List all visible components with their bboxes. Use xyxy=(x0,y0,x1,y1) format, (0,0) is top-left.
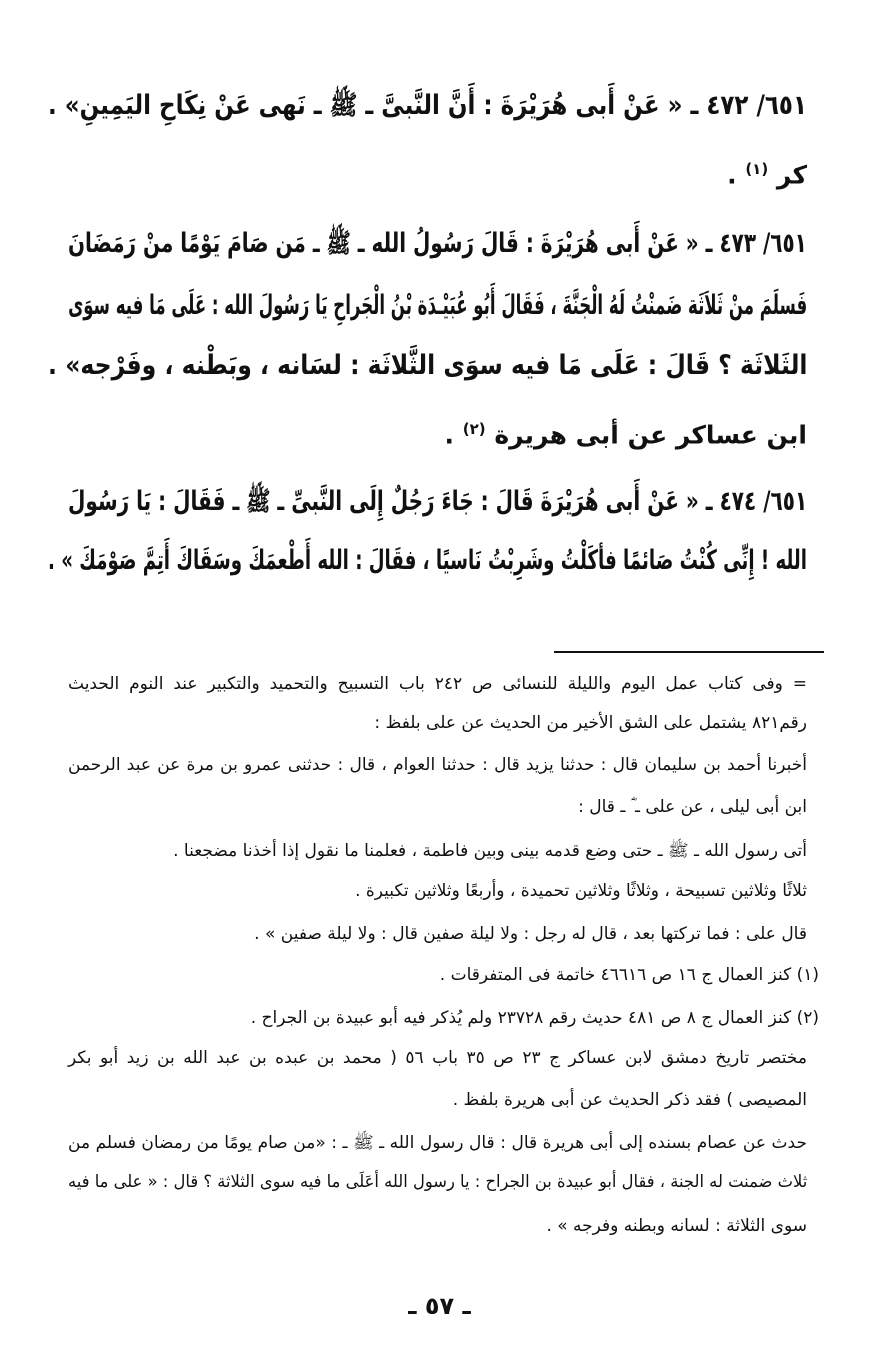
hadith-651-473-line-1: ٦٥١/ ٤٧٣ ـ « عَنْ أَبى هُرَيْرَةَ : قَالَ رَسُولُ الله ـ ﷺ ـ مَن صَامَ يَوْمًا منْ رَمَضَانَ xyxy=(68,228,807,259)
hadith-651-474-line-2: الله ! إِنِّى كُنْتُ صَائمًا فأكَلْتُ وشَرِبْتُ نَاسيًا ، فقَالَ : الله أَطْعمَكَ وسَقَاكَ أَتِمَّ صَوْمَكَ » . xyxy=(48,545,807,576)
hadith-651-474-line-1: ٦٥١/ ٤٧٤ ـ « عَنْ أَبى هُرَيْرَةَ قَالَ : جَاءَ رَجُلٌ إِلَى النَّبىِّ ـ ﷺ ـ فَقَالَ : يَا رَسُولَ xyxy=(67,486,807,517)
page-number: ـ ٥٧ ـ xyxy=(408,1292,471,1320)
footnote-continuation-line-5: أتى رسول الله ـ ﷺ ـ حتى وضع قدمه بينى وبين فاطمة ، فعلمنا ما نقول إذا أخذنا مضجعنا . xyxy=(173,841,807,861)
hadith-651-473-source xyxy=(445,420,807,449)
footnote-2-line-1: (٢) كنز العمال ج ٨ ص ٤٨١ حديث رقم ٢٣٧٢٨ ولم يُذكر فيه أبو عبيدة بن الجراح . xyxy=(250,1008,819,1028)
source-end: . xyxy=(444,420,455,450)
source-end: . xyxy=(727,160,737,190)
footnote-2-line-5: ثلاث ضمنت له الجنة ، فقال أبو عبيدة بن الجراح : يا رسول الله أعَلَى ما فيه سوى الثلاثة ؟ قال : « على ما فيه xyxy=(67,1172,807,1192)
footnote-ref-1: (١) xyxy=(745,160,769,178)
source-text: ابن عساكر عن أبى هريرة xyxy=(494,420,807,450)
footnote-continuation-line-4: ابن أبى ليلى ، عن على ـ ؓ ـ قال : xyxy=(578,797,807,817)
footnote-continuation-line-2: رقم٨٢١ يشتمل على الشق الأخير من الحديث عن على بلفظ : xyxy=(374,713,807,733)
footnote-continuation-line-3: أخبرنا أحمد بن سليمان قال : حدثنا يزيد قال : حدثنا العوام ، قال : حدثنى عمرو بن مرة عن عبد الرحمن xyxy=(68,755,807,775)
footnote-continuation-line-7: قال على : فما تركتها بعد ، قال له رجل : ولا ليلة صفين قال : ولا ليلة صفين » . xyxy=(254,924,807,944)
footnote-2-line-2: مختصر تاريخ دمشق لابن عساكر ج ٢٣ ص ٣٥ باب ٥٦ ( محمد بن عبده بن عبد الله بن زيد أبو بكر xyxy=(68,1048,807,1068)
footnote-continuation-line-1: = وفى كتاب عمل اليوم والليلة للنسائى ص ٢٤٢ باب التسبيح والتحميد والتكبير عند النوم الحديث xyxy=(68,674,808,694)
footnote-continuation-line-6: ثلاثًا وثلاثين تسبيحة ، وثلاثًا وثلاثين تحميدة ، وأربعًا وثلاثين تكبيرة . xyxy=(355,881,807,901)
footnote-2-line-6: سوى الثلاثة : لسانه وبطنه وفرجه » . xyxy=(546,1216,807,1236)
footnote-2-line-4: حدث عن عصام بسنده إلى أبى هريرة قال : قال رسول الله ـ ﷺ ـ : «من صام يومًا من رمضان فسلم من xyxy=(68,1133,807,1153)
hadith-651-472-source xyxy=(727,160,807,189)
footnote-separator xyxy=(554,651,824,653)
hadith-651-473-line-3: الثَلاثَة ؟ قَالَ : عَلَى مَا فيه سوَى الثَّلاثَة : لسَانه ، وبَطْنه ، وفَرْجه» . xyxy=(47,350,807,381)
footnote-ref-2: (٢) xyxy=(462,420,486,438)
hadith-651-472-line-1: ٦٥١/ ٤٧٢ ـ « عَنْ أَبى هُرَيْرَةَ : أَنَّ النَّبىَّ ـ ﷺ ـ نَهى عَنْ نِكَاحِ اليَمِينِ» . xyxy=(48,90,807,121)
hadith-651-473-line-2: فَسلَمَ منْ ثَلاَثَة ضَمنْتُ لَهُ الْجَنَّةَ ، فَقَالَ أَبُو عُبَيْـدَة بْنُ الْجَراحِ يَا رَسُولَ الله : عَلَى مَا فيه سوَى xyxy=(67,290,807,321)
footnote-2-line-3: المصيصى ) فقد ذكر الحديث عن أبى هريرة بلفظ . xyxy=(452,1090,807,1110)
footnote-1: (١) كنز العمال ج ١٦ ص ٤٦٦١٦ خاتمة فى المتفرقات . xyxy=(439,965,819,985)
source-text: كر xyxy=(776,160,807,190)
